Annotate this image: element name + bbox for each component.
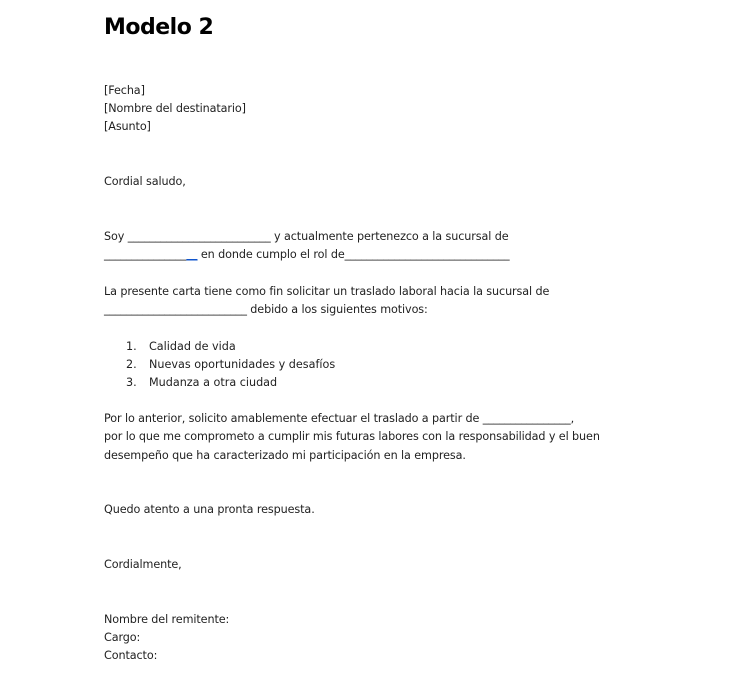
intro-line-1: Soy __________________________ y actualmente pertenezco a la sucursal de [104, 230, 509, 243]
list-item [126, 374, 277, 392]
purpose-line-2: __________________________ debido a los siguientes motivos: [104, 303, 428, 316]
commitment-line-3: desempeño que ha caracterizado mi participación en la empresa. [104, 449, 466, 462]
sender-contact-field: Contacto: [104, 649, 158, 662]
subject-field: [Asunto] [104, 120, 151, 133]
list-number: 3. [126, 376, 137, 389]
list-number: 1. [126, 340, 137, 353]
purpose-line-1: La presente carta tiene como fin solicitar un traslado laboral hacia la sucursal de [104, 285, 550, 298]
document-title: Modelo 2 [104, 15, 214, 40]
branch-blank-link[interactable]: __ [186, 248, 198, 261]
list-number: 2. [126, 358, 137, 371]
sender-role-field: Cargo: [104, 631, 141, 644]
greeting: Cordial saludo, [104, 175, 186, 188]
date-field: [Fecha] [104, 84, 145, 97]
sender-name-field: Nombre del remitente: [104, 613, 230, 626]
commitment-line-2: por lo que me comprometo a cumplir mis futuras labores con la responsabilidad y el buen [104, 430, 600, 443]
list-text: Calidad de vida [149, 340, 236, 353]
list-item [126, 338, 236, 356]
list-text: Nuevas oportunidades y desafíos [149, 358, 336, 371]
recipient-field: [Nombre del destinatario] [104, 102, 246, 115]
sign-off: Cordialmente, [104, 558, 182, 571]
intro-line-2 [104, 246, 509, 264]
role-text: en donde cumplo el rol de______________________________ [197, 248, 510, 261]
closing-request: Quedo atento a una pronta respuesta. [104, 503, 315, 516]
list-item [126, 356, 335, 374]
list-text: Mudanza a otra ciudad [149, 376, 278, 389]
commitment-line-1: Por lo anterior, solicito amablemente efectuar el traslado a partir de ________________, [104, 412, 575, 425]
branch-blank: _______________ [104, 248, 187, 261]
